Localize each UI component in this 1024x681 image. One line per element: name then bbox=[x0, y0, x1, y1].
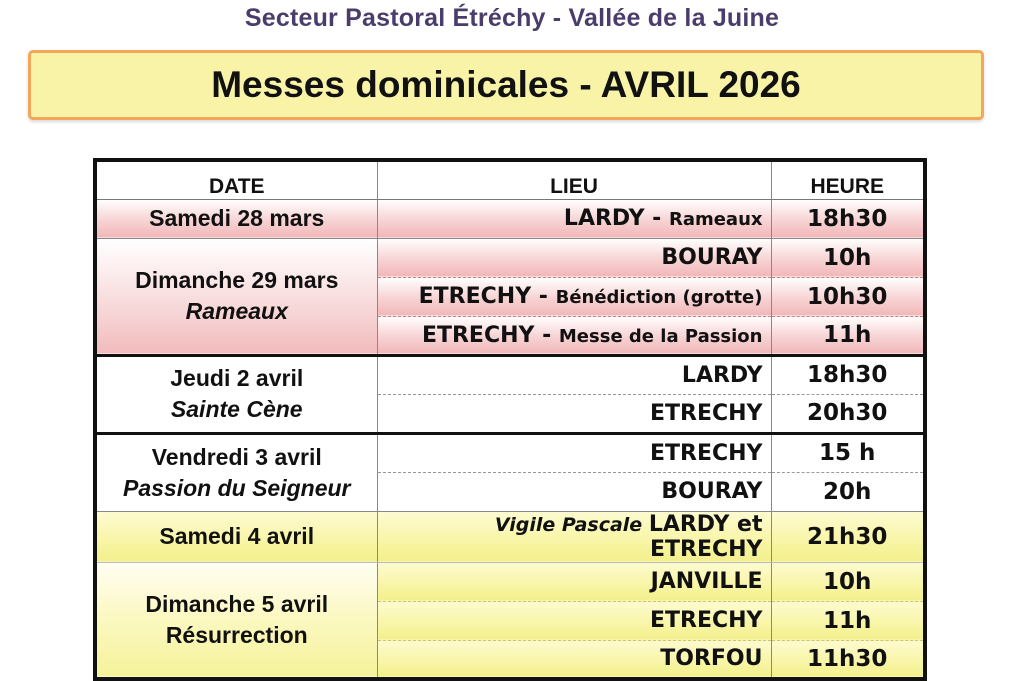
lieu-detail: Messe de la Passion bbox=[558, 325, 763, 347]
heure-cell: 11h30 bbox=[771, 640, 925, 679]
table-row bbox=[95, 238, 925, 277]
lieu-cell bbox=[377, 316, 771, 355]
date-label: Vendredi 3 avril bbox=[151, 443, 322, 470]
heure-cell: 18h30 bbox=[771, 355, 925, 394]
lieu-label: LARDY et ETRECHY bbox=[648, 511, 763, 562]
lieu-cell bbox=[377, 601, 771, 640]
heure-cell: 20h30 bbox=[771, 394, 925, 433]
heure-cell: 10h30 bbox=[771, 277, 925, 316]
lieu-cell bbox=[377, 472, 771, 511]
lieu-cell bbox=[377, 433, 771, 472]
table-row bbox=[95, 433, 925, 472]
date-cell bbox=[95, 433, 377, 511]
heure-cell: 18h30 bbox=[771, 199, 925, 238]
lieu-cell bbox=[377, 511, 771, 562]
date-sub-label: Résurrection bbox=[165, 621, 308, 648]
lieu-cell bbox=[377, 238, 771, 277]
lieu-detail: Rameaux bbox=[668, 209, 763, 230]
date-sub-label: Rameaux bbox=[185, 298, 288, 324]
lieu-label: ETRECHY bbox=[650, 608, 763, 633]
lieu-label: BOURAY bbox=[661, 479, 763, 504]
heure-cell: 15 h bbox=[771, 433, 925, 472]
date-cell bbox=[95, 355, 377, 433]
date-label: Samedi 28 mars bbox=[149, 205, 325, 231]
sector-title: Secteur Pastoral Étréchy - Vallée de la Juine bbox=[244, 4, 780, 32]
date-cell bbox=[95, 562, 377, 679]
date-label: Dimanche 5 avril bbox=[145, 590, 329, 617]
lieu-cell bbox=[377, 277, 771, 316]
lieu-cell bbox=[377, 640, 771, 679]
heure-cell: 10h bbox=[771, 238, 925, 277]
date-sub-label: Passion du Seigneur bbox=[123, 474, 351, 501]
date-cell bbox=[95, 238, 377, 355]
lieu-label: LARDY - bbox=[563, 206, 669, 231]
mass-schedule-table bbox=[93, 158, 927, 681]
date-sub-label: Sainte Cène bbox=[170, 396, 303, 422]
lieu-label: JANVILLE bbox=[650, 569, 763, 594]
heure-cell: 21h30 bbox=[771, 511, 925, 562]
lieu-label: LARDY bbox=[681, 362, 763, 388]
lieu-label: BOURAY bbox=[661, 245, 763, 270]
lieu-cell bbox=[377, 562, 771, 601]
column-header-date: DATE bbox=[95, 160, 377, 199]
table-header-row bbox=[95, 160, 925, 199]
date-label: Samedi 4 avril bbox=[159, 523, 315, 549]
heure-cell: 11h bbox=[771, 316, 925, 355]
heure-cell: 11h bbox=[771, 601, 925, 640]
heure-cell: 20h bbox=[771, 472, 925, 511]
lieu-label: TORFOU bbox=[660, 646, 763, 672]
table-row bbox=[95, 355, 925, 394]
lieu-label: ETRECHY bbox=[650, 400, 763, 426]
date-cell bbox=[95, 511, 377, 562]
date-label: Dimanche 29 mars bbox=[135, 267, 339, 293]
lieu-detail: Bénédiction (grotte) bbox=[555, 287, 763, 308]
lieu-label: ETRECHY - bbox=[421, 322, 559, 348]
heure-cell: 10h bbox=[771, 562, 925, 601]
lieu-cell bbox=[377, 394, 771, 433]
lieu-label: ETRECHY bbox=[650, 440, 763, 466]
table-row bbox=[95, 199, 925, 238]
table-row bbox=[95, 562, 925, 601]
lieu-detail: Vigile Pascale bbox=[494, 513, 649, 536]
date-label: Jeudi 2 avril bbox=[170, 365, 304, 391]
lieu-cell bbox=[377, 355, 771, 394]
page-title: Messes dominicales - AVRIL 2026 bbox=[211, 64, 801, 105]
date-cell bbox=[95, 199, 377, 238]
column-header-lieu: LIEU bbox=[377, 160, 771, 199]
table-row bbox=[95, 511, 925, 562]
column-header-heure: HEURE bbox=[771, 160, 925, 199]
title-banner bbox=[28, 50, 984, 120]
lieu-label: ETRECHY - bbox=[418, 284, 556, 309]
lieu-cell bbox=[377, 199, 771, 238]
